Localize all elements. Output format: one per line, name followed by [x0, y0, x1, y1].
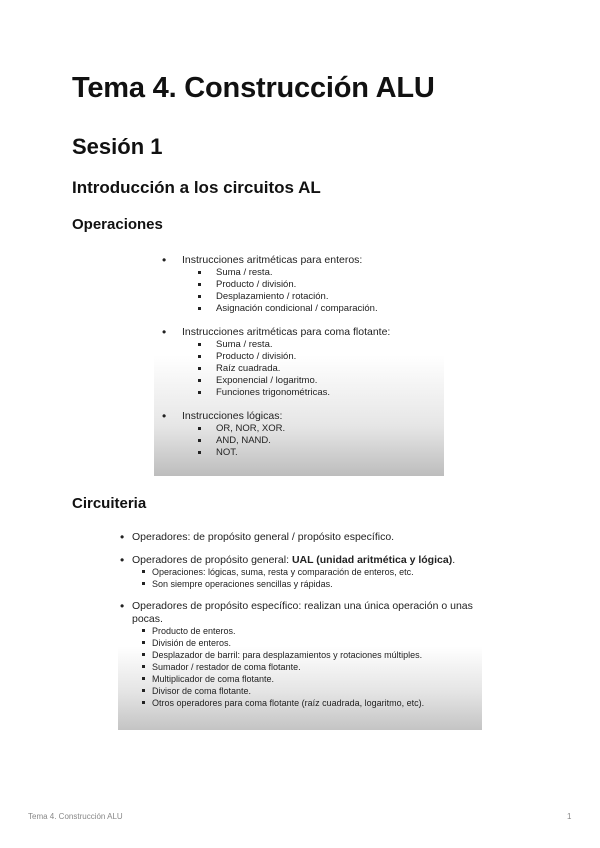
- list-item: Multiplicador de coma flotante.: [118, 673, 482, 685]
- list-item: Producto / división.: [154, 351, 444, 363]
- ops-group-enteros: [154, 254, 444, 315]
- section-heading: Introducción a los circuitos AL: [72, 178, 321, 197]
- list-item: Desplazamiento / rotación.: [154, 291, 444, 303]
- circ-group-label: [118, 554, 482, 567]
- list-item: Son siempre operaciones sencillas y rápidas.: [118, 578, 482, 590]
- session-heading: Sesión 1: [72, 134, 163, 159]
- ops-group-label: • Instrucciones aritméticas para coma flotante:: [154, 326, 444, 339]
- footer-page-number: 1: [567, 812, 572, 821]
- list-item: Divisor de coma flotante.: [118, 685, 482, 697]
- circ-group-tipos: [118, 531, 482, 544]
- label-suffix: .: [452, 553, 456, 566]
- label-bold: UAL (unidad aritmética y lógica): [291, 553, 453, 566]
- ops-group-label: • Instrucciones aritméticas para enteros:: [154, 254, 444, 267]
- list-item: Desplazador de barril: para desplazamientos y rotaciones múltiples.: [118, 649, 482, 661]
- list-item: Operaciones: lógicas, suma, resta y comparación de enteros, etc.: [118, 566, 482, 578]
- list-item: Suma / resta.: [154, 339, 444, 351]
- list-item: OR, NOR, XOR.: [154, 423, 444, 435]
- list-item: Producto de enteros.: [118, 625, 482, 637]
- list-item: División de enteros.: [118, 637, 482, 649]
- label-prefix: Operadores de propósito general:: [132, 553, 292, 566]
- footer-doc-title: Tema 4. Construcción ALU: [28, 812, 123, 821]
- circ-group-general: [118, 554, 482, 591]
- list-item: AND, NAND.: [154, 435, 444, 447]
- circuiteria-slide-image: [118, 522, 482, 730]
- ops-group-logicas: [154, 410, 444, 459]
- list-item: Exponencial / logaritmo.: [154, 375, 444, 387]
- list-item: Suma / resta.: [154, 267, 444, 279]
- list-item: Producto / división.: [154, 279, 444, 291]
- circuiteria-heading: Circuiteria: [72, 495, 147, 512]
- circ-group-especifico: [118, 600, 482, 709]
- list-item: Raíz cuadrada.: [154, 363, 444, 375]
- circ-group-label: • Operadores de propósito específico: realizan una única operación o unas pocas.: [118, 600, 482, 625]
- ops-group-label: • Instrucciones lógicas:: [154, 410, 444, 423]
- list-item: Funciones trigonométricas.: [154, 387, 444, 399]
- ops-group-coma-flotante: [154, 326, 444, 399]
- operaciones-slide-image: [154, 248, 444, 476]
- circ-group-label: • Operadores: de propósito general / propósito específico.: [118, 531, 482, 544]
- list-item: Asignación condicional / comparación.: [154, 303, 444, 315]
- operaciones-heading: Operaciones: [72, 216, 163, 233]
- list-item: Sumador / restador de coma flotante.: [118, 661, 482, 673]
- page-title: Tema 4. Construcción ALU: [72, 72, 435, 104]
- list-item: NOT.: [154, 447, 444, 459]
- list-item: Otros operadores para coma flotante (raíz cuadrada, logaritmo, etc).: [118, 697, 482, 709]
